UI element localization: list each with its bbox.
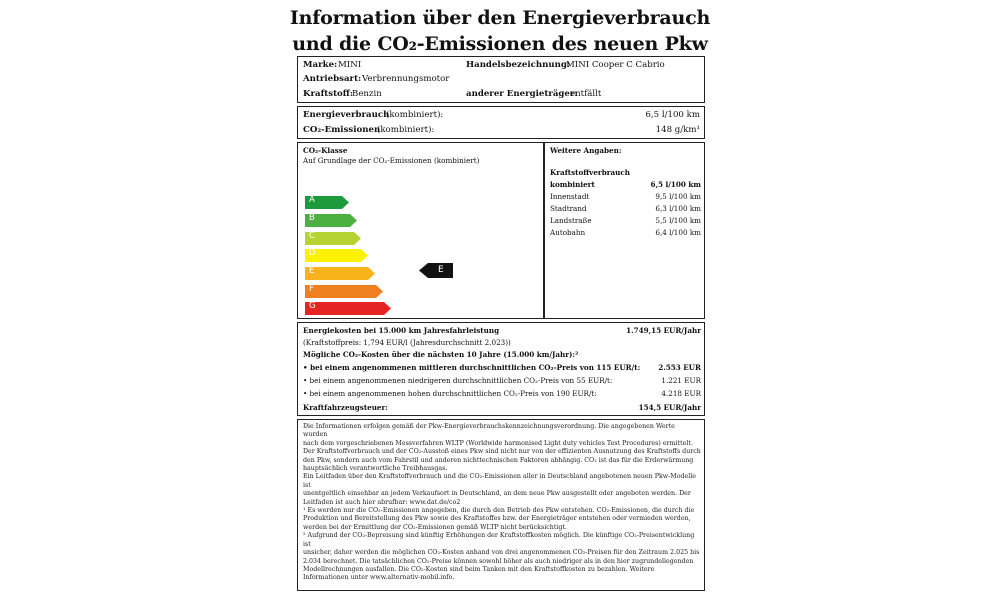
co2-emissionen-value: 148 g/km¹ [655, 125, 700, 135]
details-row-label: Landstraße [550, 216, 592, 225]
title-line-1: Information über den Energieverbrauch [289, 7, 711, 29]
co2-cost-high-label: • bei einem angenommenen hohen durchschnittlichen CO₂-Preis von 190 EUR/t: [303, 389, 597, 398]
details-row-value: 5,5 l/100 km [655, 216, 701, 225]
details-row-label: Innenstadt [550, 192, 590, 201]
co2-cost-high-value: 4.218 EUR [661, 389, 701, 398]
legal-line: Die Informationen erfolgen gemäß der Pkw-Energieverbrauchskennzeichnungsverordnung. Die angegebenen Werte wurden [303, 423, 675, 439]
co2-cost-low-label: • bei einem angenommenen niedrigeren durchschnittlichen CO₂-Preis von 55 EUR/t: [303, 376, 613, 385]
kraftstoff-value: Benzin [352, 89, 382, 99]
title-line-2: und die CO₂-Emissionen des neuen Pkw [292, 33, 708, 55]
antriebsart-label: Antriebsart: [303, 74, 362, 84]
energieverbrauch-value: 6,5 l/100 km [645, 110, 700, 120]
anderer-energietraeger-label: anderer Energieträger: [466, 89, 578, 99]
details-heading-1: Kraftstoffverbrauch [550, 168, 630, 177]
co2-class-title: CO₂-Klasse [303, 146, 348, 155]
co2-cost-mid-label: • bei einem angenommenen mittleren durchschnittlichen CO₂-Preis von 115 EUR/t: [303, 363, 641, 372]
co2-class-bar-e-shape [305, 267, 375, 280]
co2-class-bar-c-letter: C [309, 231, 315, 241]
handelsbezeichnung-value: MINI Cooper C Cabrio [566, 60, 665, 70]
energieverbrauch-label: Energieverbrauch [303, 110, 390, 120]
co2-class-bar-d-letter: D [309, 248, 316, 258]
current-class-marker [419, 263, 453, 278]
legal-line: Modellrechnungen ausfallen. Die CO₂-Kosten sind beim Tanken mit den Kraftstoffkosten zu bezahlen. Weitere [303, 565, 655, 573]
energieverbrauch-suffix: (kombiniert): [386, 110, 444, 120]
co2-class-bar-g-letter: G [309, 301, 316, 311]
legal-line: Produktion und Bereitstellung des Pkw sowie des Kraftstoffes bzw. der Energieträger entstehen oder vermieden werden, [303, 515, 691, 523]
co2-emissionen-label: CO₂-Emissionen [303, 125, 381, 135]
legal-line: unentgeltlich einsehbar an jedem Verkaufsort in Deutschland, an dem neue Pkw ausgestellt oder angeboten werden. Der [303, 490, 691, 498]
co2-class-bar-e [305, 265, 375, 278]
legal-line: ¹ Es werden nur die CO₂-Emissionen angegeben, die durch den Betrieb des Pkw entstehen. CO₂-Emissionen, die durch die [303, 507, 695, 515]
co2-class-bar-f-shape [305, 285, 383, 298]
legal-line: Leitfaden ist auch hier abrufbar: www.dat.de/co2 [303, 498, 461, 506]
co2-cost-mid-value: 2.553 EUR [658, 363, 701, 372]
handelsbezeichnung-label: Handelsbezeichnung: [466, 60, 571, 70]
legal-line: 2.034 berechnet. Die tatsächlichen CO₂-Preise können sowohl höher als auch niedriger als in den hier zugrundeliegenden [303, 557, 694, 565]
energy-costs-label: Energiekosten bei 15.000 km Jahresfahrleistung [303, 326, 500, 335]
co2-emissionen-suffix: (kombiniert): [377, 125, 435, 135]
kraftstoff-label: Kraftstoff: [303, 89, 353, 99]
legal-line: nach dem vorgeschriebenen Messverfahren WLTP (Worldwide harmonised Light duty vehicles Test Procedures) ermittelt. [303, 439, 693, 447]
co2-costs-label: Mögliche CO₂-Kosten über die nächsten 10 Jahre (15.000 km/Jahr):² [303, 350, 579, 359]
marke-label: Marke: [303, 60, 338, 70]
details-row-value: 9,5 l/100 km [655, 192, 701, 201]
vehicle-tax-label: Kraftfahrzeugsteuer: [303, 403, 388, 412]
legal-line: unsicher, daher werden die möglichen CO₂-Kosten anhand von drei angenommenen CO₂-Preisen für den Zeitraum 2.025 bis [303, 549, 700, 557]
legal-line: hauptsächlich verantwortliche Treibhausgas. [303, 465, 448, 473]
details-row-value: 6,3 l/100 km [655, 204, 701, 213]
co2-class-bar-e-letter: E [309, 266, 315, 276]
details-row-label: Autobahn [550, 228, 586, 237]
co2-cost-low-value: 1.221 EUR [661, 376, 701, 385]
co2-class-bar-d [305, 247, 368, 260]
current-class-letter: E [438, 265, 444, 275]
details-row-label: Stadtrand [550, 204, 587, 213]
legal-line: Der Kraftstoffverbrauch und der CO₂-Ausstoß eines Pkw sind nicht nur von der effizienten Ausnutzung des Kraftstoffs durch [303, 448, 701, 456]
legal-line: den Pkw, sondern auch vom Fahrstil und anderen nichttechnischen Faktoren abhängig. CO₂ ist das für die Erderwärmung [303, 456, 694, 464]
co2-class-bar-a-letter: A [309, 195, 315, 205]
co2-class-bar-f [305, 283, 383, 296]
details-heading-2: kombiniert [550, 180, 595, 189]
co2-class-bar-g [305, 300, 391, 313]
legal-line: ² Aufgrund der CO₂-Bepreisung sind künftig Erhöhungen der Kraftstoffkosten möglich. Die künftige CO₂-Preisentwicklung ist [303, 532, 695, 548]
co2-class-bar-b [305, 212, 357, 225]
co2-class-bar-b-letter: B [309, 213, 315, 223]
co2-class-subtitle: Auf Grundlage der CO₂-Emissionen (kombiniert) [303, 156, 480, 165]
co2-class-bar-c [305, 230, 361, 243]
co2-class-bar-g-shape [305, 302, 391, 315]
legal-line: werden bei der Ermittlung der CO₂-Emissionen gemäß WLTP nicht berücksichtigt. [303, 523, 567, 531]
legal-line: Ein Leitfaden über den Kraftstoffverbrauch und die CO₂-Emissionen aller in Deutschland angebotenen neuen Pkw-Modelle ist [303, 473, 697, 489]
marke-value: MINI [338, 60, 362, 70]
anderer-energietraeger-value: entfällt [570, 89, 602, 99]
energy-costs-value: 1.749,15 EUR/Jahr [626, 326, 701, 335]
vehicle-tax-value: 154,5 EUR/Jahr [638, 403, 701, 412]
antriebsart-value: Verbrennungsmotor [362, 74, 450, 84]
fuel-price: (Kraftstoffpreis: 1,794 EUR/l (Jahresdurchschnitt 2.023)) [303, 338, 511, 347]
co2-class-bar-a [305, 194, 349, 207]
section-divider [543, 142, 545, 319]
details-kombiniert-value: 6,5 l/100 km [650, 180, 701, 189]
details-row-value: 6,4 l/100 km [655, 228, 701, 237]
details-title: Weitere Angaben: [550, 146, 622, 155]
legal-text [303, 423, 701, 583]
co2-class-bar-f-letter: F [309, 284, 314, 294]
legal-line: Informationen unter www.alternativ-mobil.info. [303, 574, 455, 582]
